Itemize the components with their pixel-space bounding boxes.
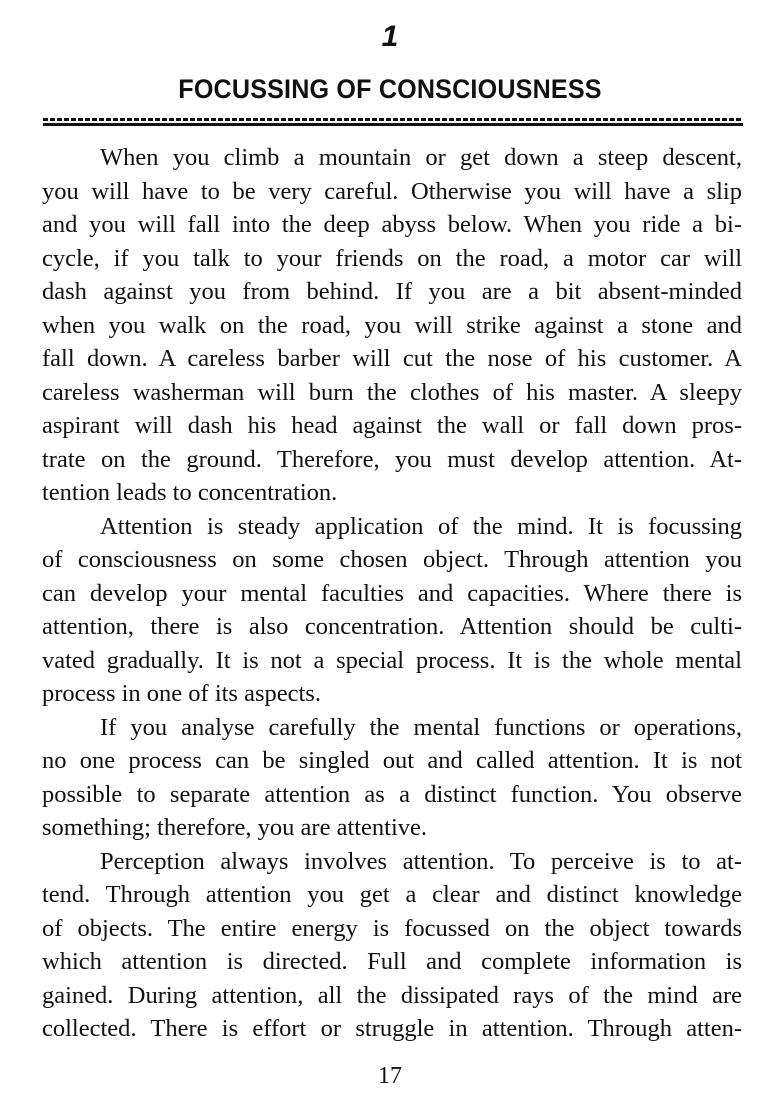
text-line: fall down. A careless barber will cut the nose of his customer. A — [42, 345, 742, 372]
text-line: If you analyse carefully the mental functions or operations, — [100, 713, 742, 741]
paragraph — [42, 711, 742, 845]
text-line: no one process can be singled out and called attention. It is not — [42, 747, 742, 774]
text-line: which attention is directed. Full and complete information is — [42, 948, 742, 975]
body-text — [42, 141, 742, 1046]
text-line: Perception always involves attention. To perceive is to at- — [100, 847, 742, 875]
text-line: vated gradually. It is not a special process. It is the whole mental — [42, 646, 742, 674]
text-line: something; therefore, you are attentive. — [42, 814, 428, 841]
text-line: attention, there is also concentration. Attention should be culti- — [42, 613, 742, 640]
text-line: possible to separate attention as a distinct function. You observe — [42, 780, 742, 808]
text-line: can develop your mental faculties and capacities. Where there is — [42, 579, 742, 607]
paragraph — [42, 141, 742, 510]
paragraph — [42, 510, 742, 711]
page-number: 17 — [378, 1063, 402, 1089]
text-line: dash against you from behind. If you are a bit absent-minded — [42, 278, 742, 305]
text-line: gained. During attention, all the dissipated rays of the mind are — [42, 981, 742, 1009]
text-line: and you will fall into the deep abyss below. When you ride a bi- — [42, 211, 742, 238]
text-line: collected. There is effort or struggle in attention. Through atten- — [42, 1015, 742, 1042]
text-line: Attention is steady application of the mind. It is focussing — [100, 512, 742, 540]
text-line: you will have to be very careful. Otherwise you will have a slip — [42, 177, 742, 205]
text-line: process in one of its aspects. — [42, 680, 321, 707]
text-line: cycle, if you talk to your friends on the road, a motor car will — [42, 244, 742, 272]
text-line: trate on the ground. Therefore, you must develop attention. At- — [42, 445, 742, 473]
text-line: tend. Through attention you get a clear and distinct knowledge — [42, 881, 742, 908]
title-divider — [43, 118, 743, 126]
paragraph — [42, 845, 742, 1046]
text-line: of objects. The entire energy is focussed on the object towards — [42, 914, 742, 942]
text-line: of consciousness on some chosen object. Through attention you — [42, 546, 742, 573]
text-line: when you walk on the road, you will strike against a stone and — [42, 311, 742, 339]
text-line: careless washerman will burn the clothes of his master. A sleepy — [42, 378, 742, 406]
text-line: aspirant will dash his head against the wall or fall down pros- — [42, 412, 742, 439]
text-line: tention leads to concentration. — [42, 479, 338, 506]
text-line: When you climb a mountain or get down a steep descent, — [100, 144, 742, 171]
chapter-number: 1 — [381, 20, 399, 53]
chapter-title: FOCUSSING OF CONSCIOUSNESS — [178, 74, 602, 104]
